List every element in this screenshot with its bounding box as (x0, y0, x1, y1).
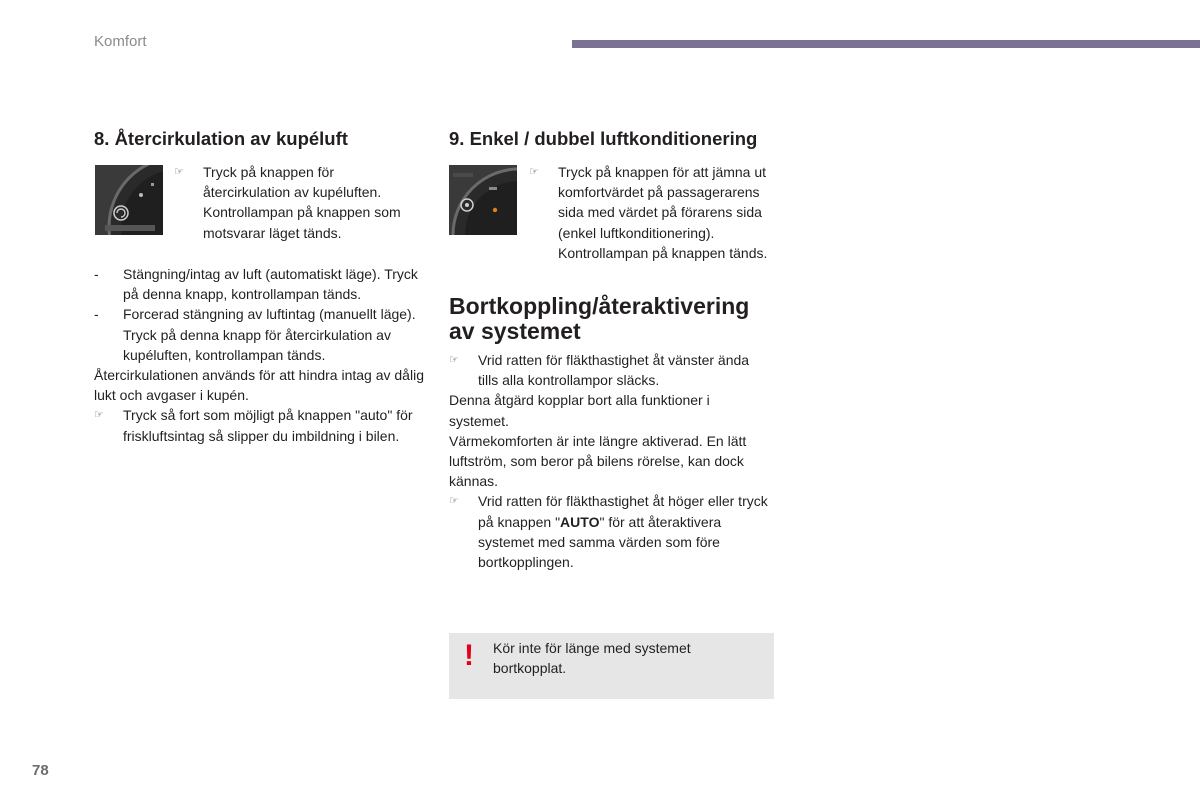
dash-item (94, 304, 424, 365)
dash-item (94, 264, 424, 304)
section-heading-disconnect: Bortkoppling/återaktivering av systemet (449, 293, 750, 344)
disconnect-paragraph-1: Denna åtgärd kopplar bort alla funktioner i systemet. (449, 392, 710, 429)
tip-reactivate-text: Vrid ratten för fläkthastighet åt höger eller tryck på knappen "AUTO" för att återaktivera systemet med samma värden som före bortkopplingen. (478, 493, 768, 571)
auto-label: AUTO (560, 513, 600, 530)
tip-mono-text: Tryck på knappen för att jämna ut komfortvärdet på passagerarens sida med värdet på förarens sida (enkel luftkonditionering). Kontrollampan på knappen tänds. (558, 164, 768, 261)
warning-text: Kör inte för länge med systemet bortkopplat. (493, 640, 691, 677)
exclamation-icon: ! (464, 639, 474, 672)
dash-marker: - (94, 266, 99, 282)
page-number: 78 (32, 762, 49, 779)
pointing-hand-icon: ☞ (529, 166, 539, 178)
section-title-recirculation: 8. Återcirkulation av kupéluft (94, 128, 348, 149)
pointing-hand-icon: ☞ (449, 354, 459, 366)
recirculation-paragraph: Återcirkulationen används för att hindra intag av dålig lukt och avgaser i kupén. (94, 367, 424, 404)
recirculation-button-photo (95, 165, 163, 235)
tip-auto-text: Tryck så fort som möjligt på knappen "auto" för friskluftsintag så slipper du imbildning i bilen. (123, 407, 413, 444)
tip-recirculation (174, 162, 404, 243)
pointing-hand-icon: ☞ (94, 409, 104, 422)
tip-reactivate (449, 491, 771, 572)
mono-button-photo (449, 165, 517, 235)
dash-marker: - (94, 306, 99, 323)
header-bar (572, 40, 1200, 48)
pointing-hand-icon: ☞ (449, 495, 459, 508)
warning-box (449, 633, 774, 699)
section-label: Komfort (94, 33, 147, 50)
pointing-hand-icon: ☞ (174, 166, 184, 178)
tip-disconnect (449, 350, 771, 390)
dash-item-text: Forcerad stängning av luftintag (manuellt läge). Tryck på denna knapp för återcirkulation av kupéluften, kontrollampan tänds. (123, 306, 416, 363)
dash-item-text: Stängning/intag av luft (automatiskt läge). Tryck på denna knapp, kontrollampan tänds. (123, 266, 418, 303)
section-title-air-conditioning: 9. Enkel / dubbel luftkonditionering (449, 128, 758, 149)
tip-disconnect-text: Vrid ratten för fläkthastighet åt vänster ända tills alla kontrollampor släcks. (478, 352, 750, 389)
tip-recirculation-text: Tryck på knappen för återcirkulation av kupéluften. Kontrollampan på knappen som motsvarar läget tänds. (203, 164, 401, 241)
tip-mono (529, 162, 779, 263)
tip-auto (94, 405, 424, 445)
disconnect-paragraph-2: Värmekomforten är inte längre aktiverad. En lätt luftström, som beror på bilens rörelse, kan dock kännas. (449, 432, 747, 490)
